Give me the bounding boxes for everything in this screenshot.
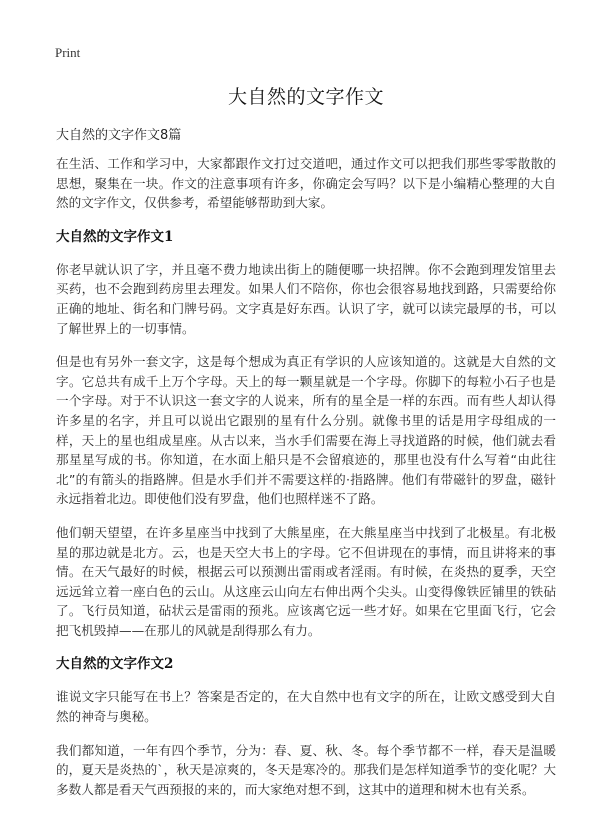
document-subtitle: 大自然的文字作文8篇 [56,128,182,143]
section-heading-2: 大自然的文字作文2 [56,656,174,673]
section-1-paragraph-3: 他们朝天望望，在许多星座当中找到了大熊星座，在大熊星座当中找到了北极星。有北极星的那边就是北方。云，也是天空大书上的字母。它不但讲现在的事情，而且讲将来的事情。在天气最好的时候，根据云可以预测出雷雨或者淫雨。有时候，在炎热的夏季，天空远远耸立着一座白色的云山。从这座云山向左右伸出两个尖头。山变得像铁匠铺里的铁砧了。飞行员知道，砧状云是雷雨的预兆。应该离它远一些才好。如果在它里面飞行，它会把飞机毁掉——在那儿的风就是刮得那么有力。 [56,524,556,638]
section-heading-1: 大自然的文字作文1 [56,228,174,245]
section-2-paragraph-1: 谁说文字只能写在书上？答案是否定的，在大自然中也有文字的所在，让欧文感受到大自然的神奇与奥秘。 [56,689,556,725]
section-2-paragraph-2: 我们都知道，一年有四个季节，分为：春、夏、秋、冬。每个季节都不一样，春天是温暖的，夏天是炎热的`，秋天是凉爽的，冬天是寒冷的。那我们是怎样知道季节的变化呢？大多数人都是看天气西预报的来的，而大家绝对想不到，这其中的道理和树木也有关系。 [56,742,556,797]
print-link[interactable]: Print [55,45,81,60]
intro-paragraph: 在生活、工作和学习中，大家都跟作文打过交道吧，通过作文可以把我们那些零零散散的思想，聚集在一块。作文的注意事项有许多，你确定会写吗？以下是小编精心整理的大自然的文字作文，仅供参考，希望能够帮助到大家。 [56,156,556,211]
section-1-paragraph-2: 但是也有另外一套文字，这是每个想成为真正有学识的人应该知道的。这就是大自然的文字。它总共有成千上万个字母。天上的每一颗星就是一个字母。你脚下的每粒小石子也是一个字母。对于不认识这一套文字的人说来，所有的星全是一样的东西。而有些人却认得许多星的名字，并且可以说出它跟别的星有什么分别。就像书里的话是用字母组成的一样，天上的星也组成星座。从古以来，当水手们需要在海上寻找道路的时候，他们就去看那星星写成的书。你知道，在水面上船只是不会留痕迹的，那里也没有什么写着“由此往北”的有箭头的指路牌。但是水手们并不需要这样的·指路牌。他们有带磁针的罗盘，磁针永远指着北边。即使他们没有罗盘，他们也照样迷不了路。 [56,354,556,507]
page-title: 大自然的文字作文 [227,86,384,108]
section-1-paragraph-1: 你老早就认识了字，并且毫不费力地读出街上的随便哪一块招牌。你不会跑到理发馆里去买药，也不会跑到药房里去理发。如果人们不陪你，你也会很容易地找到路，只需要给你正确的地址、街名和门牌号码。文字真是好东西。认识了字，就可以读完最厚的书，可以了解世界上的一切事情。 [56,261,556,336]
